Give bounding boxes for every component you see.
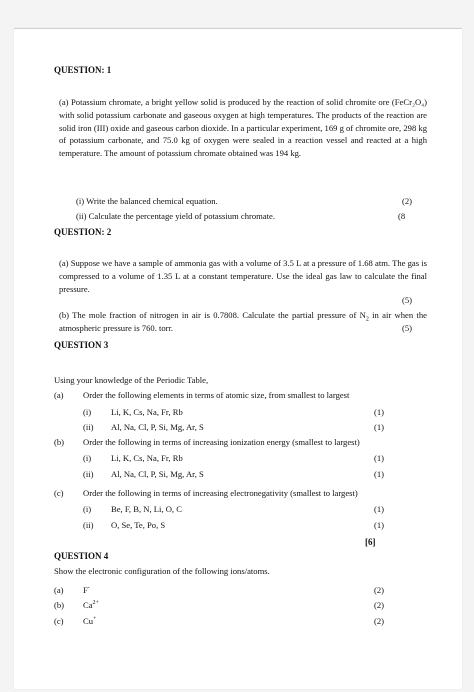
q3-c-i-text: Be, F, B, N, Li, O, C: [111, 504, 182, 514]
q2-b-sub: 2: [365, 316, 369, 323]
q4-c-charge: +: [93, 616, 97, 623]
q2-b-post: in air when the atmospheric pressure is 760. torr.: [59, 310, 427, 333]
q4-c-label: (c): [54, 616, 64, 626]
q3-b-i-text: Li, K, Cs, Na, Fr, Rb: [111, 453, 183, 463]
question-2-heading: QUESTION: 2: [54, 227, 112, 237]
q4-a-mark: (2): [373, 585, 384, 595]
q2-a-mark: (5): [401, 295, 412, 305]
q4-b-label: (b): [54, 600, 65, 610]
q3-total-marks: [6]: [365, 537, 376, 547]
q3-a-i-mark: (1): [373, 407, 384, 417]
q3-b-ii-label: (ii): [83, 469, 94, 479]
q1-a-rest: with solid potassium carbonate and gaseous oxygen at high temperatures. The products of the reaction are solid iron (III) oxide and gaseous carbon dioxide. In a particular experiment, 169 g of chromite ore, 298 kg of potassium carbonate, and 75.0 kg of oxygen were sealed in a reaction vessel and reacted at a high temperature. The amount of potassium chromate obtained was 194 kg.: [59, 109, 427, 159]
q3-c-ii-text: O, Se, Te, Po, S: [111, 520, 166, 530]
q4-a-base: F: [83, 585, 88, 595]
q2-b-mark: (5): [401, 323, 412, 333]
q3-b-ii-mark: (1): [373, 469, 384, 479]
q2-b-pre: (b) The mole fraction of nitrogen in air is 0.7808. Calculate the partial pressure of N: [59, 310, 366, 320]
q4-b-charge: 2+: [92, 600, 99, 607]
q3-a-ii-text: Al, Na, Cl, P, Si, Mg, Ar, S: [111, 422, 204, 432]
q3-c-ii-label: (ii): [83, 520, 94, 530]
q3-c-i-mark: (1): [373, 504, 384, 514]
q4-c-ion: [83, 616, 96, 627]
q1-a-line1: Potassium chromate, a bright yellow solid is produced by the reaction of solid chromite ore: [71, 97, 390, 107]
q4-b-base: Ca: [83, 600, 93, 610]
q1-a-label: (a): [59, 97, 69, 107]
question-4-heading: QUESTION 4: [54, 551, 109, 561]
q3-b-text: Order the following in terms of increasing ionization energy (smallest to largest): [83, 437, 360, 447]
q3-b-i-mark: (1): [373, 453, 384, 463]
q1-subpart-ii-mark: (8: [398, 211, 406, 221]
q3-c-i-label: (i): [83, 504, 92, 514]
q3-a-label: (a): [54, 390, 64, 400]
question-1-heading: QUESTION: 1: [54, 65, 112, 75]
q3-a-text: Order the following elements in terms of atomic size, from smallest to largest: [83, 390, 350, 400]
q3-b-i-label: (i): [83, 453, 92, 463]
question-2-part-b: [59, 309, 427, 335]
exam-page: [14, 28, 462, 689]
q1-subpart-i: (i) Write the balanced chemical equation.: [76, 196, 218, 206]
q3-c-label: (c): [54, 488, 64, 498]
q3-intro: Using your knowledge of the Periodic Table,: [54, 375, 209, 385]
q4-c-base: Cu: [83, 616, 94, 626]
q3-b-label: (b): [54, 437, 65, 447]
q3-a-ii-label: (ii): [83, 422, 94, 432]
q4-a-charge: -: [87, 585, 90, 592]
q3-c-ii-mark: (1): [373, 520, 384, 530]
q4-a-label: (a): [54, 585, 64, 595]
q1-subpart-i-mark: (2): [401, 196, 412, 206]
question-3-heading: QUESTION 3: [54, 340, 109, 350]
q3-a-i-label: (i): [83, 407, 92, 417]
q4-b-ion: [83, 600, 99, 611]
question-1-part-a: [59, 96, 427, 160]
q3-b-ii-text: Al, Na, Cl, P, Si, Mg, Ar, S: [111, 469, 204, 479]
q3-c-text: Order the following in terms of increasing electronegativity (smallest to largest): [83, 488, 358, 498]
q4-c-mark: (2): [373, 616, 384, 626]
q4-b-mark: (2): [373, 600, 384, 610]
q3-a-i-text: Li, K, Cs, Na, Fr, Rb: [111, 407, 183, 417]
question-2-part-a: (a) Suppose we have a sample of ammonia gas with a volume of 3.5 L at a pressure of 1.68 atm. The gas is compressed to a volume of 1.35 L at a constant temperature. Use the ideal gas law to calculate the final pressure.: [59, 258, 427, 294]
q1-subpart-ii: (ii) Calculate the percentage yield of potassium chromate.: [76, 211, 276, 221]
q1-a-formula: (FeCr₂O₄): [391, 97, 428, 107]
q4-intro: Show the electronic configuration of the following ions/atoms.: [54, 566, 270, 576]
q3-a-ii-mark: (1): [373, 422, 384, 432]
q4-a-ion: [83, 585, 90, 596]
